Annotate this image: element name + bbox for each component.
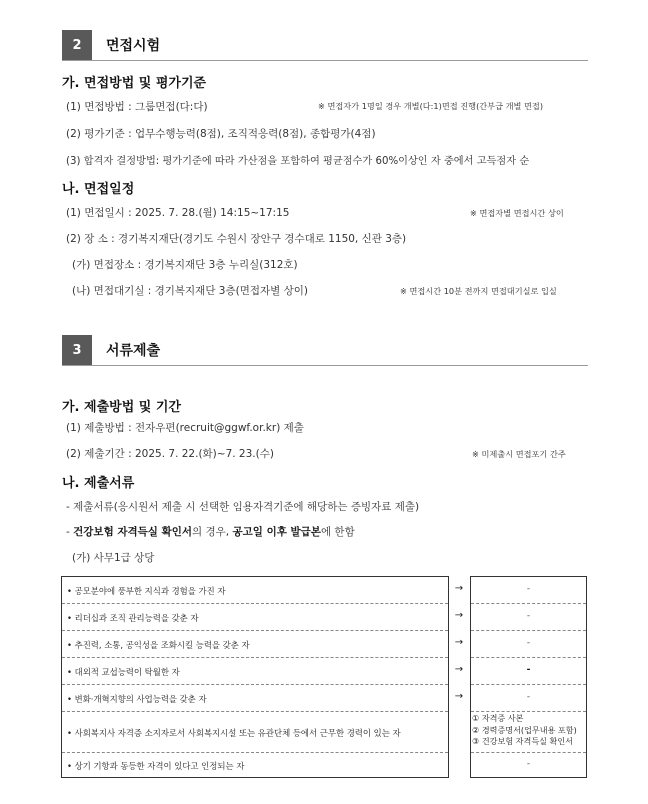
section-title: 서류제출 — [106, 343, 161, 359]
bold-document-name: 건강보험 자격득실 확인서 — [73, 526, 193, 538]
section-title: 면접시험 — [106, 38, 161, 54]
arrow-icon: → — [454, 664, 464, 675]
interview-place-line: (2) 장 소 : 경기복지재단(경기도 수원시 장안구 경수대로 1150, 신관 3층) — [66, 233, 407, 245]
subheading-required-documents: 나. 제출서류 — [62, 476, 135, 491]
document-item: ① 자격증 사본 — [472, 713, 524, 723]
interview-room-line: (가) 면접장소 : 경기복지재단 3층 누리실(312호) — [72, 259, 298, 271]
row-divider — [62, 752, 448, 753]
criterion-cell: • 공모분야에 풍부한 지식과 경험을 가진 자 — [67, 586, 226, 596]
row-divider — [471, 711, 586, 712]
documents-cell: - — [526, 611, 531, 621]
row-divider — [62, 630, 448, 631]
arrow-icon: → — [454, 691, 464, 702]
interview-method-note: ※ 면접자가 1명일 경우 개별(다:1)면접 진행(간부급 개별 면접) — [318, 101, 544, 111]
arrow-icon: → — [454, 637, 464, 648]
documents-cell: - — [526, 638, 531, 648]
documents-cell: - — [526, 759, 531, 769]
document-item: ③ 건강보험 자격득실 확인서 — [472, 736, 573, 746]
arrow-icon: → — [454, 610, 464, 621]
evaluation-criteria-line: (2) 평가기준 : 업무수행능력(8점), 조직적응력(8점), 종합평가(4점) — [66, 128, 376, 140]
documents-bullet: - 제출서류(응시원서 제출 시 선택한 임용자격기준에 해당하는 증빙자료 제출) — [66, 501, 420, 513]
criterion-cell: • 추진력, 소통, 공익성을 조화시킬 능력을 갖춘 자 — [67, 640, 250, 650]
documents-box — [470, 576, 587, 778]
row-divider — [471, 684, 586, 685]
qualification-table — [61, 576, 587, 778]
section-header-interview — [62, 30, 588, 61]
submission-period-note: ※ 미제출시 면접포기 간주 — [472, 449, 566, 459]
subheading-submission-method: 가. 제출방법 및 기간 — [62, 400, 181, 415]
row-divider — [471, 630, 586, 631]
row-divider — [62, 603, 448, 604]
bullet-mid: 의 경우, — [192, 526, 233, 538]
section-header-documents — [62, 335, 588, 366]
waiting-room-note: ※ 면접시간 10분 전까지 면접대기실로 입실 — [400, 286, 557, 296]
grade-subitem: (가) 사무1급 상당 — [72, 552, 155, 564]
documents-cell: - — [526, 692, 531, 702]
criterion-cell: • 사회복지사 자격증 소지자로서 사회복지시설 또는 유관단체 등에서 근무한 경력이 있는 자 — [67, 728, 401, 738]
waiting-room-line: (나) 면접대기실 : 경기복지재단 3층(면접자별 상이) — [72, 285, 309, 297]
document-item: ② 경력증명서(업무내용 포함) — [472, 724, 577, 735]
pass-decision-line: (3) 합격자 결정방법: 평가기준에 따라 가산점을 포함하여 평균점수가 60%이상인 자 중에서 고득점자 순 — [66, 156, 530, 167]
section-number: 3 — [62, 335, 92, 365]
bold-issue-condition: 공고일 이후 발급본 — [232, 526, 321, 538]
row-divider — [471, 657, 586, 658]
criterion-cell: • 상기 기항과 동등한 자격이 있다고 인정되는 자 — [67, 761, 245, 771]
arrow-icon: → — [454, 583, 464, 594]
interview-method-line: (1) 면접방법 : 그룹면접(다:다) — [66, 101, 208, 113]
submission-period-line: (2) 제출기간 : 2025. 7. 22.(화)~7. 23.(수) — [66, 448, 274, 460]
criterion-cell: • 변화·개혁지향의 사업능력을 갖춘 자 — [67, 694, 207, 704]
documents-list — [472, 713, 577, 748]
interview-datetime-line: (1) 면접일시 : 2025. 7. 28.(월) 14:15~17:15 — [66, 207, 290, 219]
health-insurance-bullet — [66, 524, 355, 539]
row-divider — [62, 711, 448, 712]
submission-method-line: (1) 제출방법 : 전자우편(recruit@ggwf.or.kr) 제출 — [66, 422, 304, 434]
criterion-cell: • 대외적 교섭능력이 탁월한 자 — [67, 667, 180, 677]
subheading-interview-method: 가. 면접방법 및 평가기준 — [62, 76, 207, 91]
row-divider — [471, 603, 586, 604]
criterion-cell: • 리더십과 조직 관리능력을 갖춘 자 — [67, 613, 199, 623]
subheading-interview-schedule: 나. 면접일정 — [62, 182, 135, 197]
bullet-suffix: 에 한함 — [320, 526, 355, 538]
documents-cell: - — [526, 665, 531, 675]
row-divider — [471, 752, 586, 753]
documents-cell: - — [526, 584, 531, 594]
section-number: 2 — [62, 30, 92, 60]
row-divider — [62, 657, 448, 658]
row-divider — [62, 684, 448, 685]
interview-datetime-note: ※ 면접자별 면접시간 상이 — [470, 208, 564, 218]
bullet-prefix: - — [66, 526, 74, 538]
